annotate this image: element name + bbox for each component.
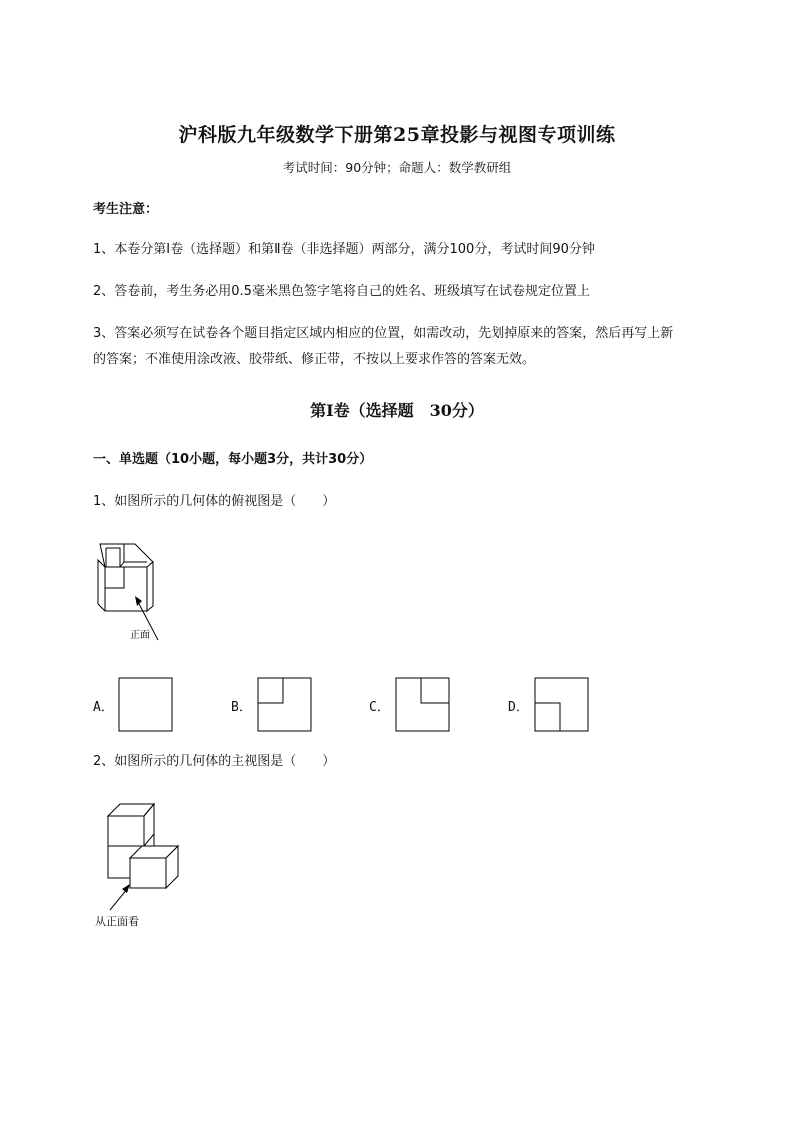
q2-figure-label: 从正面看 [95,915,139,928]
section-title: 第I卷（选择题 30分） [310,401,484,420]
q1-option-a-label[interactable]: A． [93,700,114,715]
q1-cube-top [100,544,153,567]
q1-option-d-figure[interactable] [534,677,590,733]
q1-option-b-label[interactable]: B． [231,700,252,715]
q1-option-c-figure[interactable] [395,677,451,733]
notice-heading: 考生注意： [93,202,159,217]
notice-item-3-cont: 的答案；不准使用涂改液、胶带纸、修正带，不按以上要求作答的答案无效。 [93,352,536,367]
q1-cube-left-face [98,560,105,611]
q1-option-b-figure[interactable] [257,677,313,733]
q1-cube-right-face [147,562,153,611]
notice-item-1: 1、本卷分第I卷（选择题）和第Ⅱ卷（非选择题）两部分，满分100分，考试时间90分钟 [93,242,595,257]
q1-option-c-label[interactable]: C． [369,700,390,715]
q1-option-a-figure[interactable] [118,677,174,733]
q1-option-d-label[interactable]: D． [508,700,529,715]
part-heading: 一、单选题（10小题，每小题3分，共计30分） [93,452,373,467]
question-2-figure [90,800,200,930]
q1-cube-front-face [105,567,147,611]
q1-figure-label: 正面 [130,630,150,641]
question-1-figure [90,540,170,650]
question-1-stem: 1、如图所示的几何体的俯视图是（ ） [93,494,336,509]
exam-info: 考试时间：90分钟；命题人：数学教研组 [282,160,512,175]
notice-item-3: 3、答案必须写在试卷各个题目指定区域内相应的位置，如需改动，先划掉原来的答案，然后再写上新 [93,326,674,341]
notice-item-2: 2、答卷前，考生务必用0.5毫米黑色签字笔将自己的姓名、班级填写在试卷规定位置上 [93,284,590,299]
page-title: 沪科版九年级数学下册第25章投影与视图专项训练 [178,124,616,146]
question-2-stem: 2、如图所示的几何体的主视图是（ ） [93,754,336,769]
